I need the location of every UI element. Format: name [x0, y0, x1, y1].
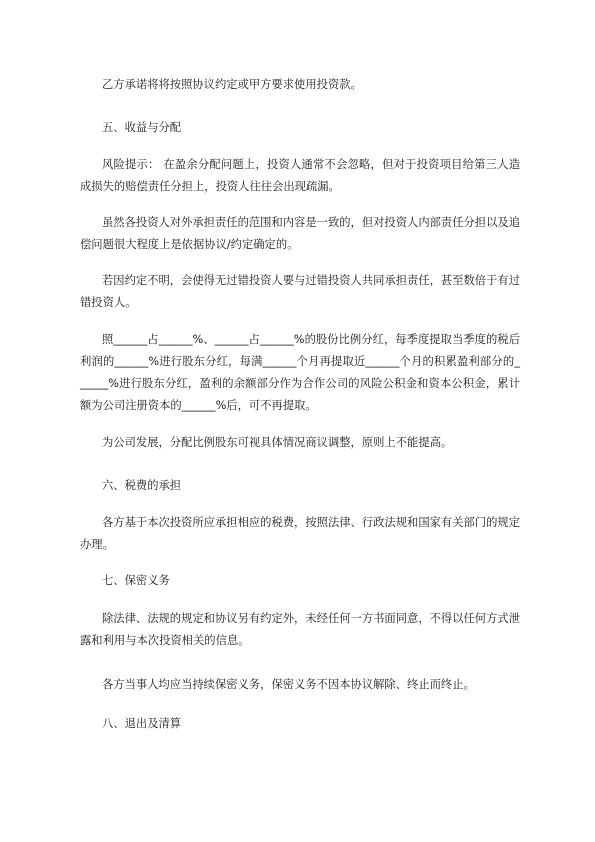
section-heading-profit-distribution: 五、收益与分配 — [102, 121, 182, 134]
paragraph-tax-burden: 各方基于本次投资所应承担相应的税费，按照法律、行政法规和国家有关部门的规定办理。 — [80, 516, 520, 551]
paragraph-liability-scope: 虽然各投资人对外承担责任的范围和内容是一致的，但对投资人内部责任分担以及追偿问题很大程度上是依据协议/约定确定的。 — [80, 216, 520, 251]
section-heading-exit-liquidation: 八、退出及清算 — [102, 717, 182, 730]
paragraph-dividend-ratio: 照______占______%、______占______%的股份比例分红，每季度提取当季度的税后利润的______%进行股东分红，每满______个月再提取近______个月的积累盈利部分的______%进行股东分红，盈利的余额部分作为合作公司的风险公积金和资本公积金，累计额为公司注册资本的______%后，可不再提取。 — [80, 333, 520, 412]
paragraph-confidentiality-duration: 各方当事人均应当持续保密义务，保密义务不因本协议解除、终止而终止。 — [102, 678, 475, 691]
paragraph-risk-notice: 风险提示： 在盈余分配问题上，投资人通常不会忽略，但对于投资项目给第三人造成损失的赔偿责任分担上，投资人往往会出现疏漏。 — [80, 158, 520, 193]
paragraph-ratio-adjustment: 为公司发展，分配比例股东可视具体情况商议调整，原则上不能提高。 — [102, 436, 453, 449]
paragraph-confidentiality-scope: 除法律、法规的规定和协议另有约定外，未经任何一方书面同意，不得以任何方式泄露和利用与本次投资相关的信息。 — [80, 612, 520, 647]
section-heading-tax: 六、税费的承担 — [102, 479, 182, 492]
section-heading-confidentiality: 七、保密义务 — [102, 574, 170, 587]
paragraph-investment-use: 乙方承诺将将按照协议约定或甲方要求使用投资款。 — [102, 78, 362, 91]
paragraph-unclear-agreement: 若因约定不明，会使得无过错投资人要与过错投资人共同承担责任，甚至数倍于有过错投资人。 — [80, 274, 520, 309]
